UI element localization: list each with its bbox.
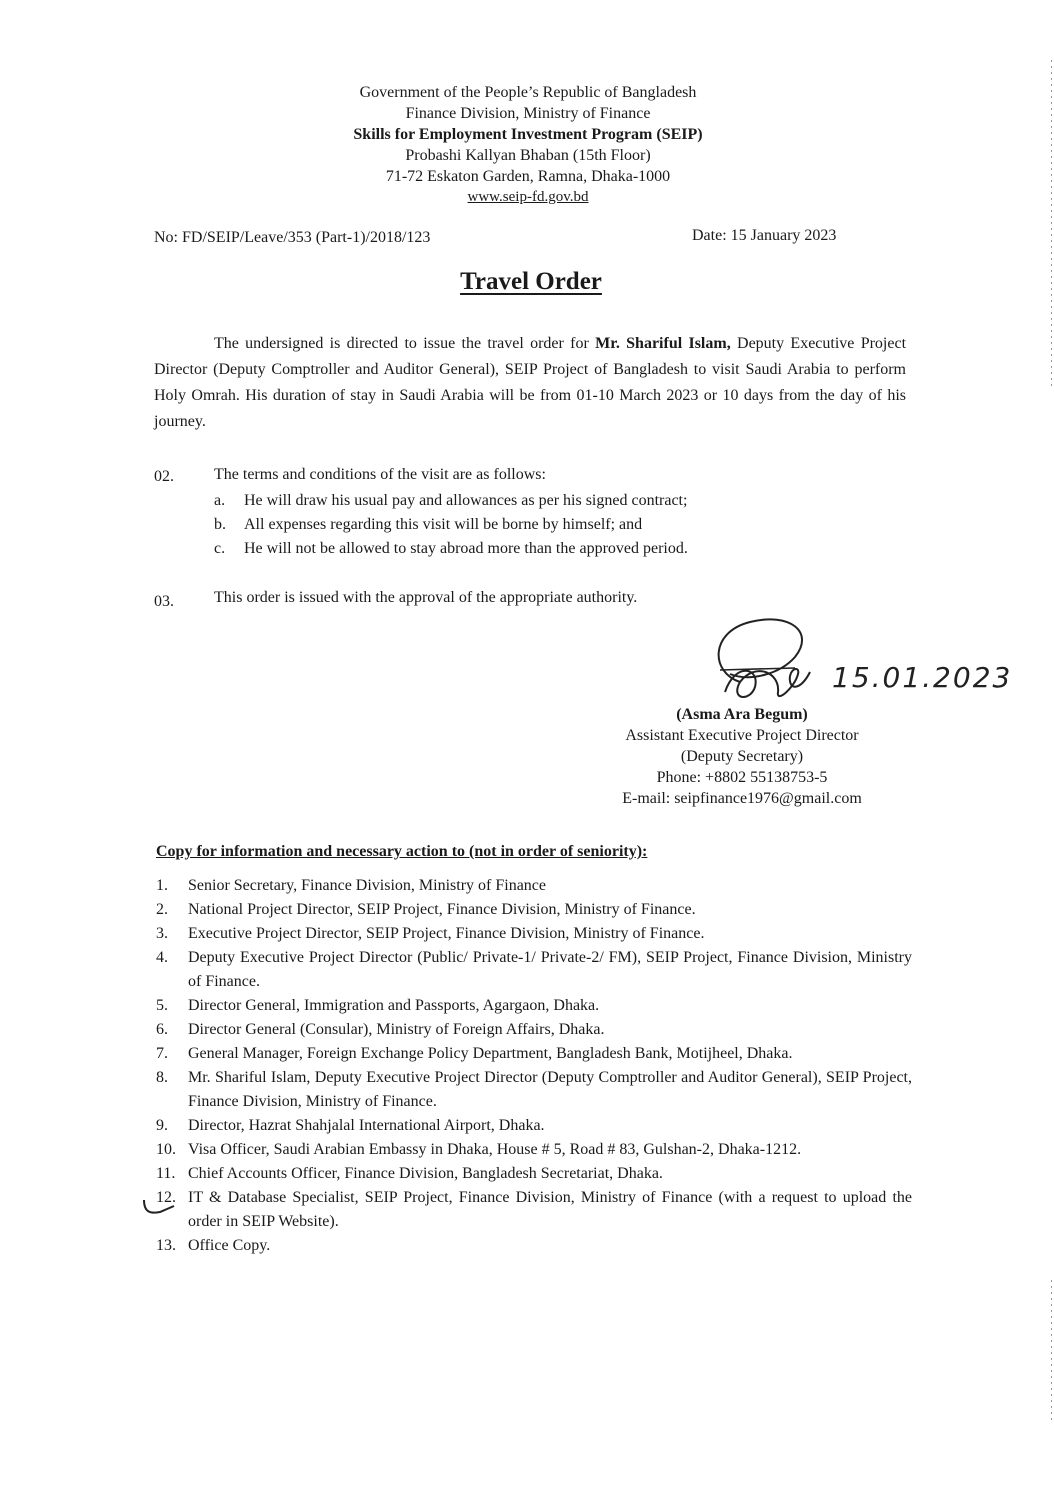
letterhead-government: Government of the People’s Republic of Bangladesh (359, 84, 697, 101)
list-item (156, 1186, 912, 1234)
list-item (156, 874, 912, 898)
section-02-number: 02. (154, 468, 174, 485)
copy-list (156, 874, 912, 1258)
list-item-number: 1. (156, 877, 168, 894)
handwritten-date: 15.01.2023 (832, 661, 1013, 694)
list-item (156, 1138, 912, 1162)
letterhead-building: Probashi Kallyan Bhaban (15th Floor) (405, 147, 651, 164)
term-a-text: He will draw his usual pay and allowances as per his signed contract; (244, 492, 688, 509)
list-item-text: Chief Accounts Officer, Finance Division, Bangladesh Secretariat, Dhaka. (188, 1165, 663, 1182)
list-item-text: National Project Director, SEIP Project, Finance Division, Ministry of Finance. (188, 901, 696, 918)
page-title: Travel Order (460, 268, 602, 295)
term-b-text: All expenses regarding this visit will be borne by himself; and (244, 516, 643, 533)
letterhead-address: 71-72 Eskaton Garden, Ramna, Dhaka-1000 (385, 168, 671, 185)
reference-number: No: FD/SEIP/Leave/353 (Part-1)/2018/123 (154, 229, 431, 246)
letterhead-website-link[interactable]: www.seip-fd.gov.bd (467, 189, 589, 205)
list-item-number: 12. (156, 1189, 176, 1206)
section-02-text: The terms and conditions of the visit are as follows: (214, 466, 546, 483)
list-item (156, 1234, 912, 1258)
section-03-number: 03. (154, 593, 174, 610)
list-item-number: 5. (156, 997, 168, 1014)
handwritten-signature (700, 612, 840, 712)
signatory-block (596, 704, 888, 809)
letterhead (0, 82, 1054, 208)
signatory-designation: Assistant Executive Project Director (625, 727, 859, 744)
list-item-text: Visa Officer, Saudi Arabian Embassy in Dhaka, House # 5, Road # 83, Gulshan-2, Dhaka-1212. (188, 1141, 802, 1158)
list-item-text: Office Copy. (188, 1237, 271, 1254)
list-item-text: Executive Project Director, SEIP Project, Finance Division, Ministry of Finance. (188, 925, 705, 942)
list-item (156, 1018, 912, 1042)
intro-text-rest: Deputy Executive Project Director (Deputy Comptroller and Auditor General), SEIP Project of Bangladesh to visit Saudi Arabia to perform Holy Omrah. His duration of stay in Saudi Arabia will be from 01-10 March 2023 or 10 days from the day of his journey. (154, 335, 907, 430)
signatory-name: (Asma Ara Begum) (676, 706, 808, 723)
list-item-number: 11. (156, 1165, 176, 1182)
section-03-text: This order is issued with the approval of the appropriate authority. (214, 589, 638, 606)
list-item-text: Director, Hazrat Shahjalal International Airport, Dhaka. (188, 1117, 545, 1134)
intro-paragraph (154, 331, 906, 435)
officer-name: Mr. Shariful Islam, (595, 335, 731, 352)
handwritten-tick-mark (140, 1190, 180, 1220)
list-item-number: 2. (156, 901, 168, 918)
list-item-number: 8. (156, 1069, 168, 1086)
signatory-email: E-mail: seipfinance1976@gmail.com (622, 790, 862, 807)
list-item-number: 10. (156, 1141, 176, 1158)
list-item-text: Director General, Immigration and Passports, Agargaon, Dhaka. (188, 997, 600, 1014)
document-date: Date: 15 January 2023 (692, 227, 837, 244)
list-item (156, 1114, 912, 1138)
intro-text-start: The undersigned is directed to issue the travel order for (214, 335, 596, 352)
list-item-number: 7. (156, 1045, 168, 1062)
list-item-text: Deputy Executive Project Director (Public/ Private-1/ Private-2/ FM), SEIP Project, Finance Division, Ministry of Finance. (188, 949, 912, 990)
list-item-number: 6. (156, 1021, 168, 1038)
term-a-mark: a. (214, 492, 226, 509)
letterhead-division: Finance Division, Ministry of Finance (405, 105, 651, 122)
list-item (156, 1066, 912, 1114)
list-item (156, 898, 912, 922)
scan-edge-mark (1051, 1280, 1052, 1420)
list-item-text: Director General (Consular), Ministry of Foreign Affairs, Dhaka. (188, 1021, 605, 1038)
list-item-number: 9. (156, 1117, 168, 1134)
copy-heading: Copy for information and necessary action to (not in order of seniority): (156, 843, 648, 860)
list-item (156, 994, 912, 1018)
list-item-text: General Manager, Foreign Exchange Policy Department, Bangladesh Bank, Motijheel, Dhaka. (188, 1045, 793, 1062)
list-item-number: 3. (156, 925, 168, 942)
list-item-text: Mr. Shariful Islam, Deputy Executive Project Director (Deputy Comptroller and Auditor General), SEIP Project, Finance Division, Ministry of Finance. (188, 1069, 912, 1110)
list-item (156, 1042, 912, 1066)
signatory-rank: (Deputy Secretary) (680, 748, 804, 765)
list-item-number: 13. (156, 1237, 176, 1254)
list-item-text: IT & Database Specialist, SEIP Project, Finance Division, Ministry of Finance (with a request to upload the order in SEIP Website). (188, 1189, 912, 1230)
list-item (156, 1162, 912, 1186)
term-b-mark: b. (214, 516, 226, 533)
term-c-mark: c. (214, 540, 226, 557)
term-c-text: He will not be allowed to stay abroad more than the approved period. (244, 540, 688, 557)
list-item (156, 946, 912, 994)
signatory-phone: Phone: +8802 55138753-5 (656, 769, 828, 786)
list-item-number: 4. (156, 949, 168, 966)
list-item-text: Senior Secretary, Finance Division, Ministry of Finance (188, 877, 546, 894)
list-item (156, 922, 912, 946)
letterhead-program: Skills for Employment Investment Program (SEIP) (353, 126, 703, 143)
